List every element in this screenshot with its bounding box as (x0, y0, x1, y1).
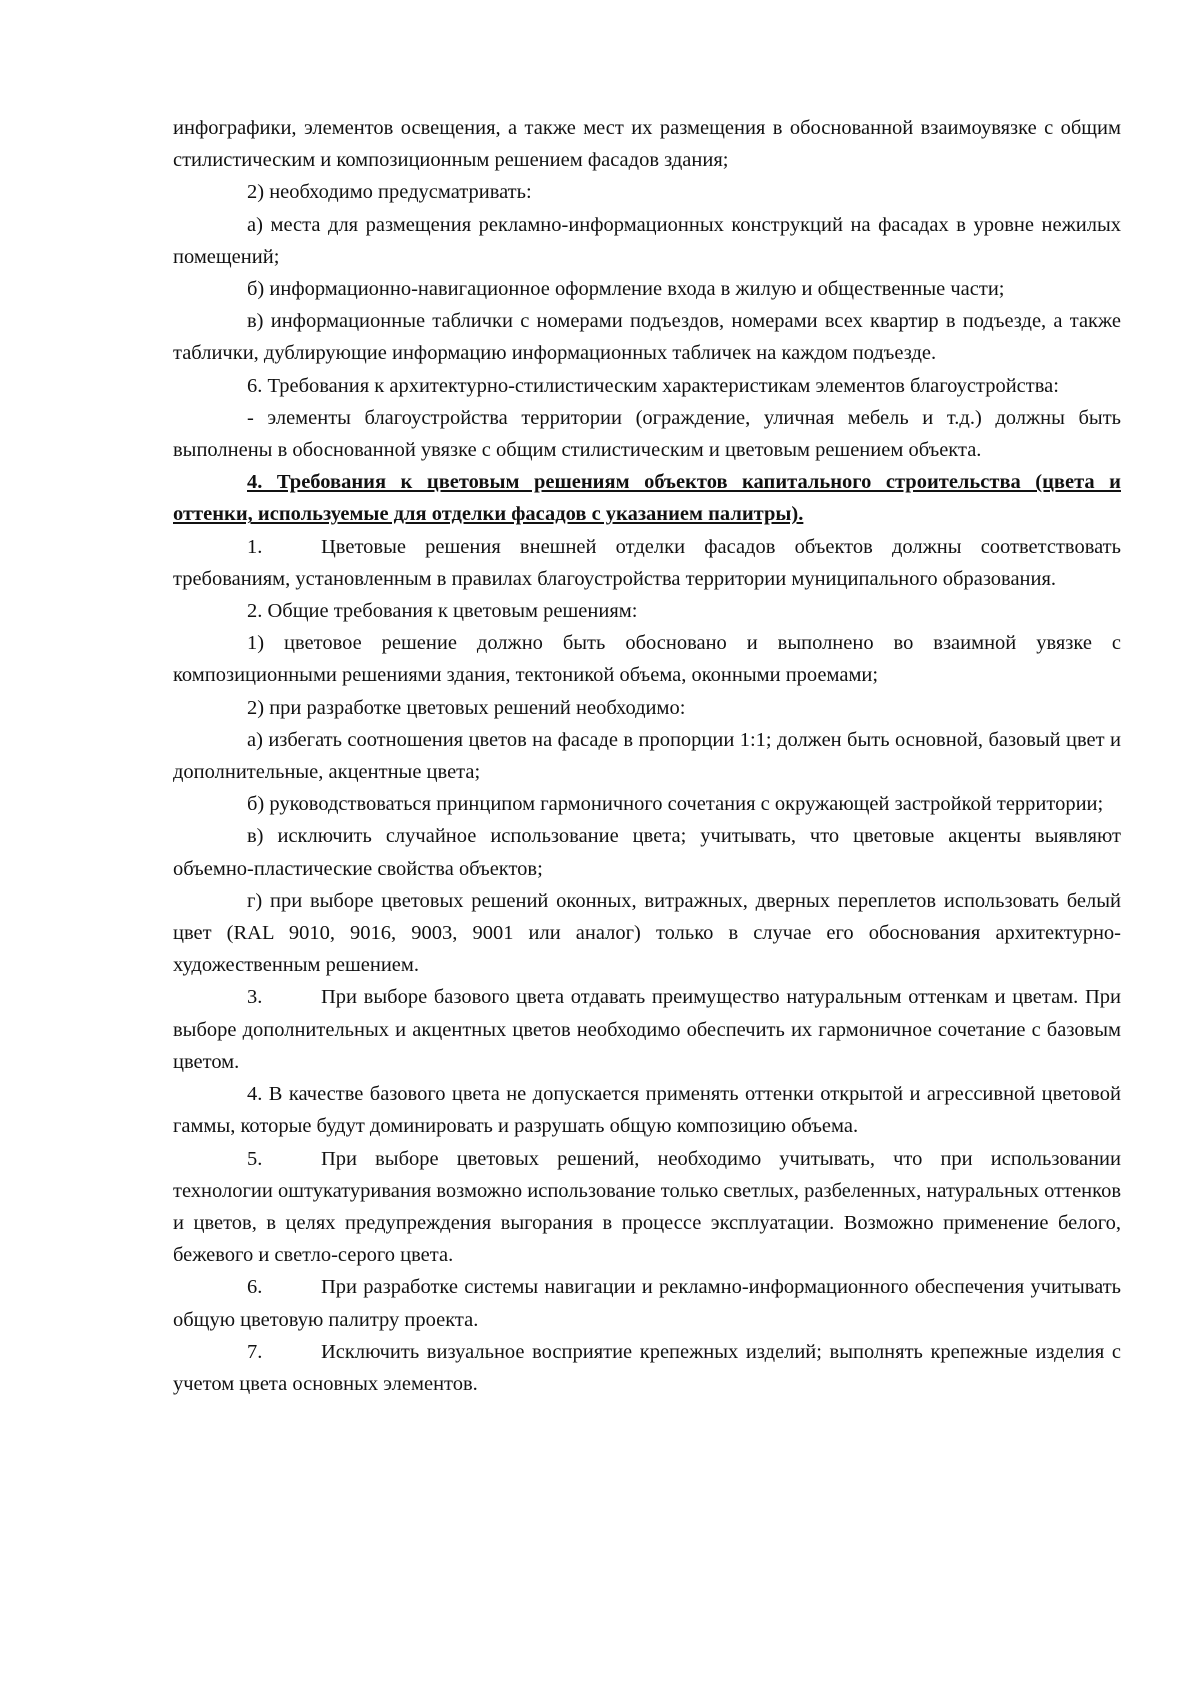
item-number: 3. (247, 986, 263, 1009)
document-page (173, 112, 1121, 1400)
paragraph-6-landscaping-reqs: 6. Требования к архитектурно-стилистическим характеристикам элементов благоустройства: (247, 374, 1059, 397)
paragraph-color-5 (173, 1143, 1121, 1272)
section-heading-color-requirements: 4. Требования к цветовым решениям объектов капитального строительства (цвета и оттенки, используемые для отделки фасадов с указанием палитры). (173, 471, 1121, 526)
paragraph-color-2-intro: 2. Общие требования к цветовым решениям: (247, 600, 638, 623)
item-number: 6. (247, 1276, 263, 1299)
paragraph-text: Цветовые решения внешней отделки фасадов объектов должны соответствовать требованиям, установленным в правилах благоустройства территории муниципального образования. (173, 535, 1121, 590)
item-number: 7. (247, 1340, 263, 1363)
paragraph-text: Исключить визуальное восприятие крепежных изделий; выполнять крепежные изделия с учетом цвета основных элементов. (173, 1340, 1121, 1395)
paragraph-color-2-2-a: а) избегать соотношения цветов на фасаде в пропорции 1:1; должен быть основной, базовый цвет и дополнительные, акцентные цвета; (173, 728, 1121, 784)
paragraph-color-3 (173, 981, 1121, 1078)
paragraph-item-b-navigation: б) информационно-навигационное оформление входа в жилую и общественные части; (247, 278, 1005, 301)
paragraph-color-2-2-c: в) исключить случайное использование цвета; учитывать, что цветовые акценты выявляют объемно-пластические свойства объектов; (173, 825, 1121, 880)
paragraph-text: При выборе базового цвета отдавать преимущество натуральным оттенкам и цветам. При выборе дополнительных и акцентных цветов необходимо обеспечить их гармоничное сочетание с базовым цветом. (173, 986, 1121, 1073)
item-number: 1. (247, 535, 263, 558)
paragraph-item-c-plates: в) информационные таблички с номерами подъездов, номерами всех квартир в подъезде, а также таблички, дублирующие информацию информационных табличек на каждом подъезде. (173, 310, 1121, 365)
paragraph-color-7 (173, 1336, 1121, 1400)
paragraph-color-6 (173, 1271, 1121, 1335)
paragraph-text: При выборе цветовых решений, необходимо учитывать, что при использовании технологии оштукатуривания возможно использование только светлых, разбеленных, натуральных оттенков и цветов, в целях предупреждения выгорания в процессе эксплуатации. Возможно применение белого, бежевого и светло-серого цвета. (173, 1147, 1121, 1267)
paragraph-color-2-2-b: б) руководствоваться принципом гармоничного сочетания с окружающей застройкой территории; (247, 793, 1104, 816)
paragraph-provide-list-intro: 2) необходимо предусматривать: (247, 181, 532, 204)
paragraph-landscaping-elements: - элементы благоустройства территории (ограждение, уличная мебель и т.д.) должны быть выполнены в обоснованной увязке с общим стилистическим и цветовым решением объекта. (173, 406, 1121, 462)
paragraph-color-1 (173, 531, 1121, 595)
paragraph-color-2-2: 2) при разработке цветовых решений необходимо: (247, 696, 686, 719)
item-number: 5. (247, 1147, 263, 1170)
paragraph-color-2-1: 1) цветовое решение должно быть обосновано и выполнено во взаимной увязке с композиционными решениями здания, тектоникой объема, оконными проемами; (173, 632, 1121, 687)
paragraph-item-a-ad-places: а) места для размещения рекламно-информационных конструкций на фасадах в уровне нежилых помещений; (173, 213, 1121, 268)
paragraph-infographics: инфографики, элементов освещения, а также мест их размещения в обоснованной взаимоувязке с общим стилистическим и композиционным решением фасадов здания; (173, 117, 1121, 172)
paragraph-text: При разработке системы навигации и рекламно-информационного обеспечения учитывать общую цветовую палитру проекта. (173, 1276, 1121, 1331)
paragraph-color-4: 4. В качестве базового цвета не допускается применять оттенки открытой и агрессивной цветовой гаммы, которые будут доминировать и разрушать общую композицию объема. (173, 1083, 1121, 1138)
paragraph-color-2-2-d: г) при выборе цветовых решений оконных, витражных, дверных переплетов использовать белый цвет (RAL 9010, 9016, 9003, 9001 или аналог) только в случае его обоснования архитектурно-художественным решением. (173, 889, 1121, 977)
